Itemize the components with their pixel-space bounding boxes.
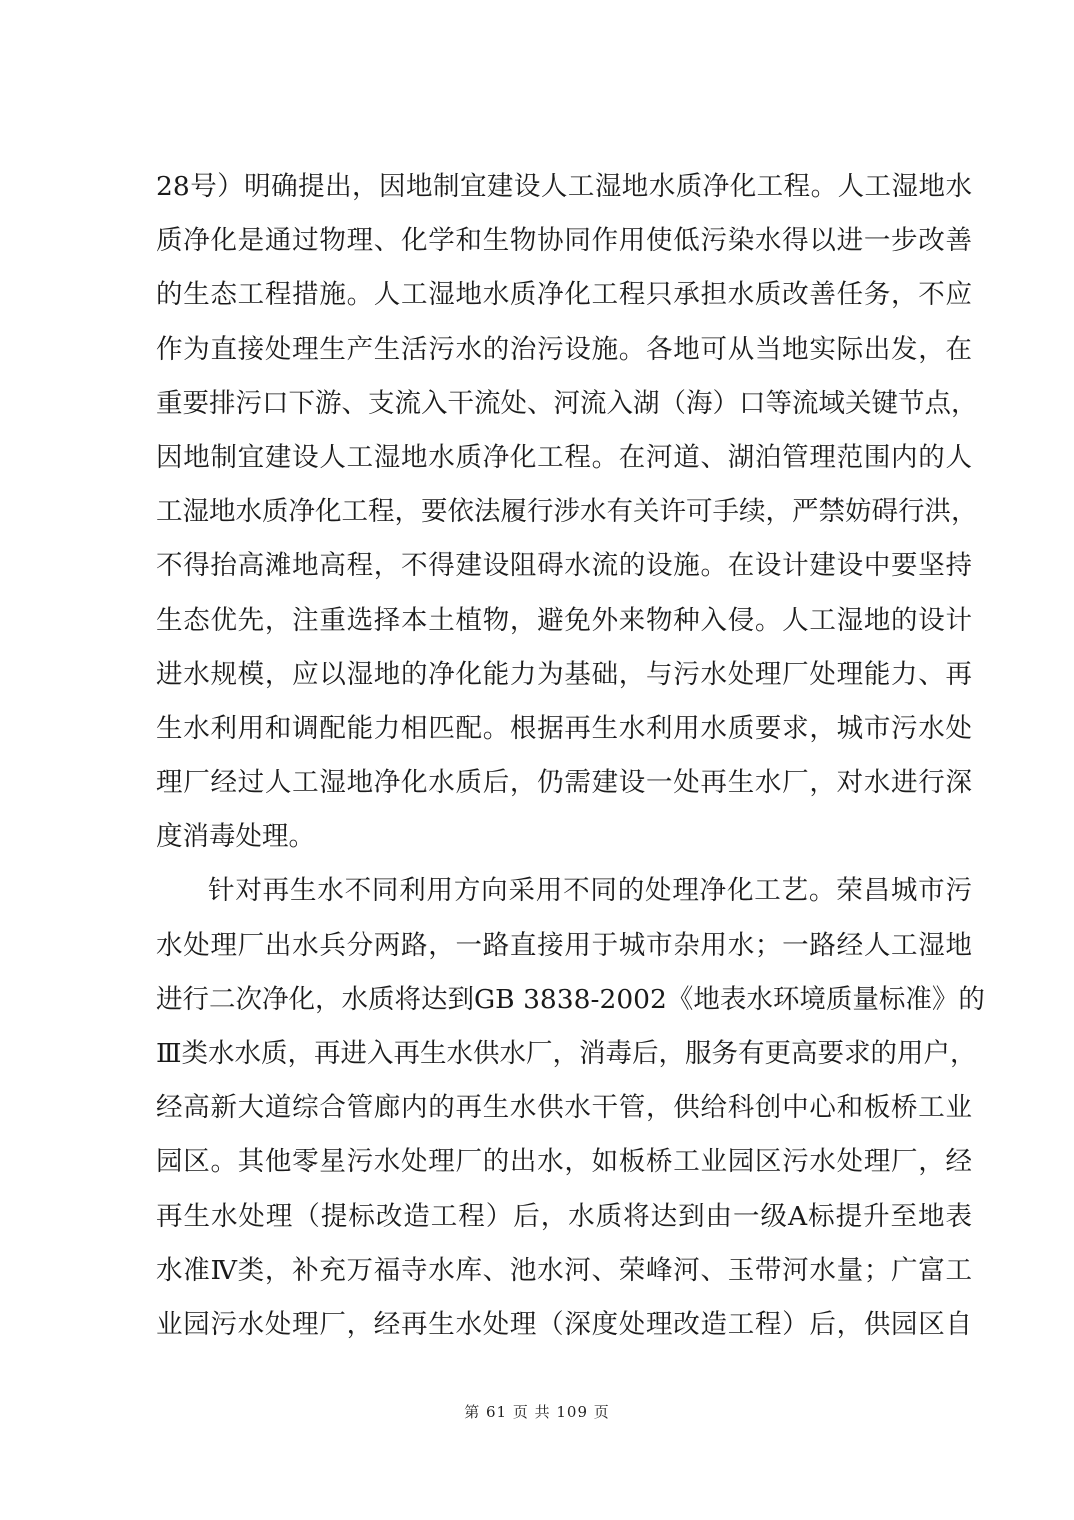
paragraph-1-line-6: 因地制宜建设人工湿地水质净化工程。在河道、湖泊管理范围内的人 [156,441,972,473]
paragraph-2-line-7: 再生水处理（提标改造工程）后，水质将达到由一级A标提升至地表 [156,1200,972,1232]
body-text [156,160,985,1352]
paragraph-2-line-2: 水处理厂出水兵分两路，一路直接用于城市杂用水；一路经人工湿地 [156,929,972,961]
paragraph-2-line-1: 针对再生水不同利用方向采用不同的处理净化工艺。荣昌城市污 [208,875,972,907]
paragraph-1-line-9: 生态优先，注重选择本土植物，避免外来物种入侵。人工湿地的设计 [156,604,972,636]
paragraph-1-line-12: 理厂经过人工湿地净化水质后，仍需建设一处再生水厂，对水进行深 [156,767,972,799]
paragraph-1-line-2: 质净化是通过物理、化学和生物协同作用使低污染水得以进一步改善 [156,225,972,257]
paragraph-2-line-6: 园区。其他零星污水处理厂的出水，如板桥工业园区污水处理厂，经 [156,1146,972,1178]
paragraph-1-line-11: 生水利用和调配能力相匹配。根据再生水利用水质要求，城市污水处 [156,712,972,744]
paragraph-2-line-8: 水准Ⅳ类，补充万福寺水库、池水河、荣峰河、玉带河水量；广富工 [156,1254,972,1286]
paragraph-2-line-9: 业园污水处理厂，经再生水处理（深度处理改造工程）后，供园区自 [156,1308,972,1340]
paragraph-1-line-1: 28号）明确提出，因地制宜建设人工湿地水质净化工程。人工湿地水 [156,171,972,202]
paragraph-1-line-7: 工湿地水质净化工程，要依法履行涉水有关许可手续，严禁妨碍行洪， [156,496,978,528]
paragraph-1-line-5: 重要排污口下游、支流入干流处、河流入湖（海）口等流域关键节点， [156,387,978,419]
page-number-footer: 第 61 页 共 109 页 [464,1403,610,1421]
paragraph-1-line-8: 不得抬高滩地高程，不得建设阻碍水流的设施。在设计建设中要坚持 [156,550,972,582]
paragraph-2-line-3: 进行二次净化，水质将达到GB 3838-2002《地表水环境质量标准》的 [156,983,985,1015]
paragraph-2-line-5: 经高新大道综合管廊内的再生水供水干管，供给科创中心和板桥工业 [156,1092,972,1124]
paragraph-1-line-3: 的生态工程措施。人工湿地水质净化工程只承担水质改善任务，不应 [156,279,972,311]
paragraph-2-line-4: Ⅲ类水水质，再进入再生水供水厂，消毒后，服务有更高要求的用户， [156,1038,977,1069]
paragraph-1-line-4: 作为直接处理生产生活污水的治污设施。各地可从当地实际出发，在 [156,333,972,365]
paragraph-1-line-10: 进水规模，应以湿地的净化能力为基础，与污水处理厂处理能力、再 [156,658,972,690]
paragraph-1-line-13: 度消毒处理。 [156,821,315,853]
